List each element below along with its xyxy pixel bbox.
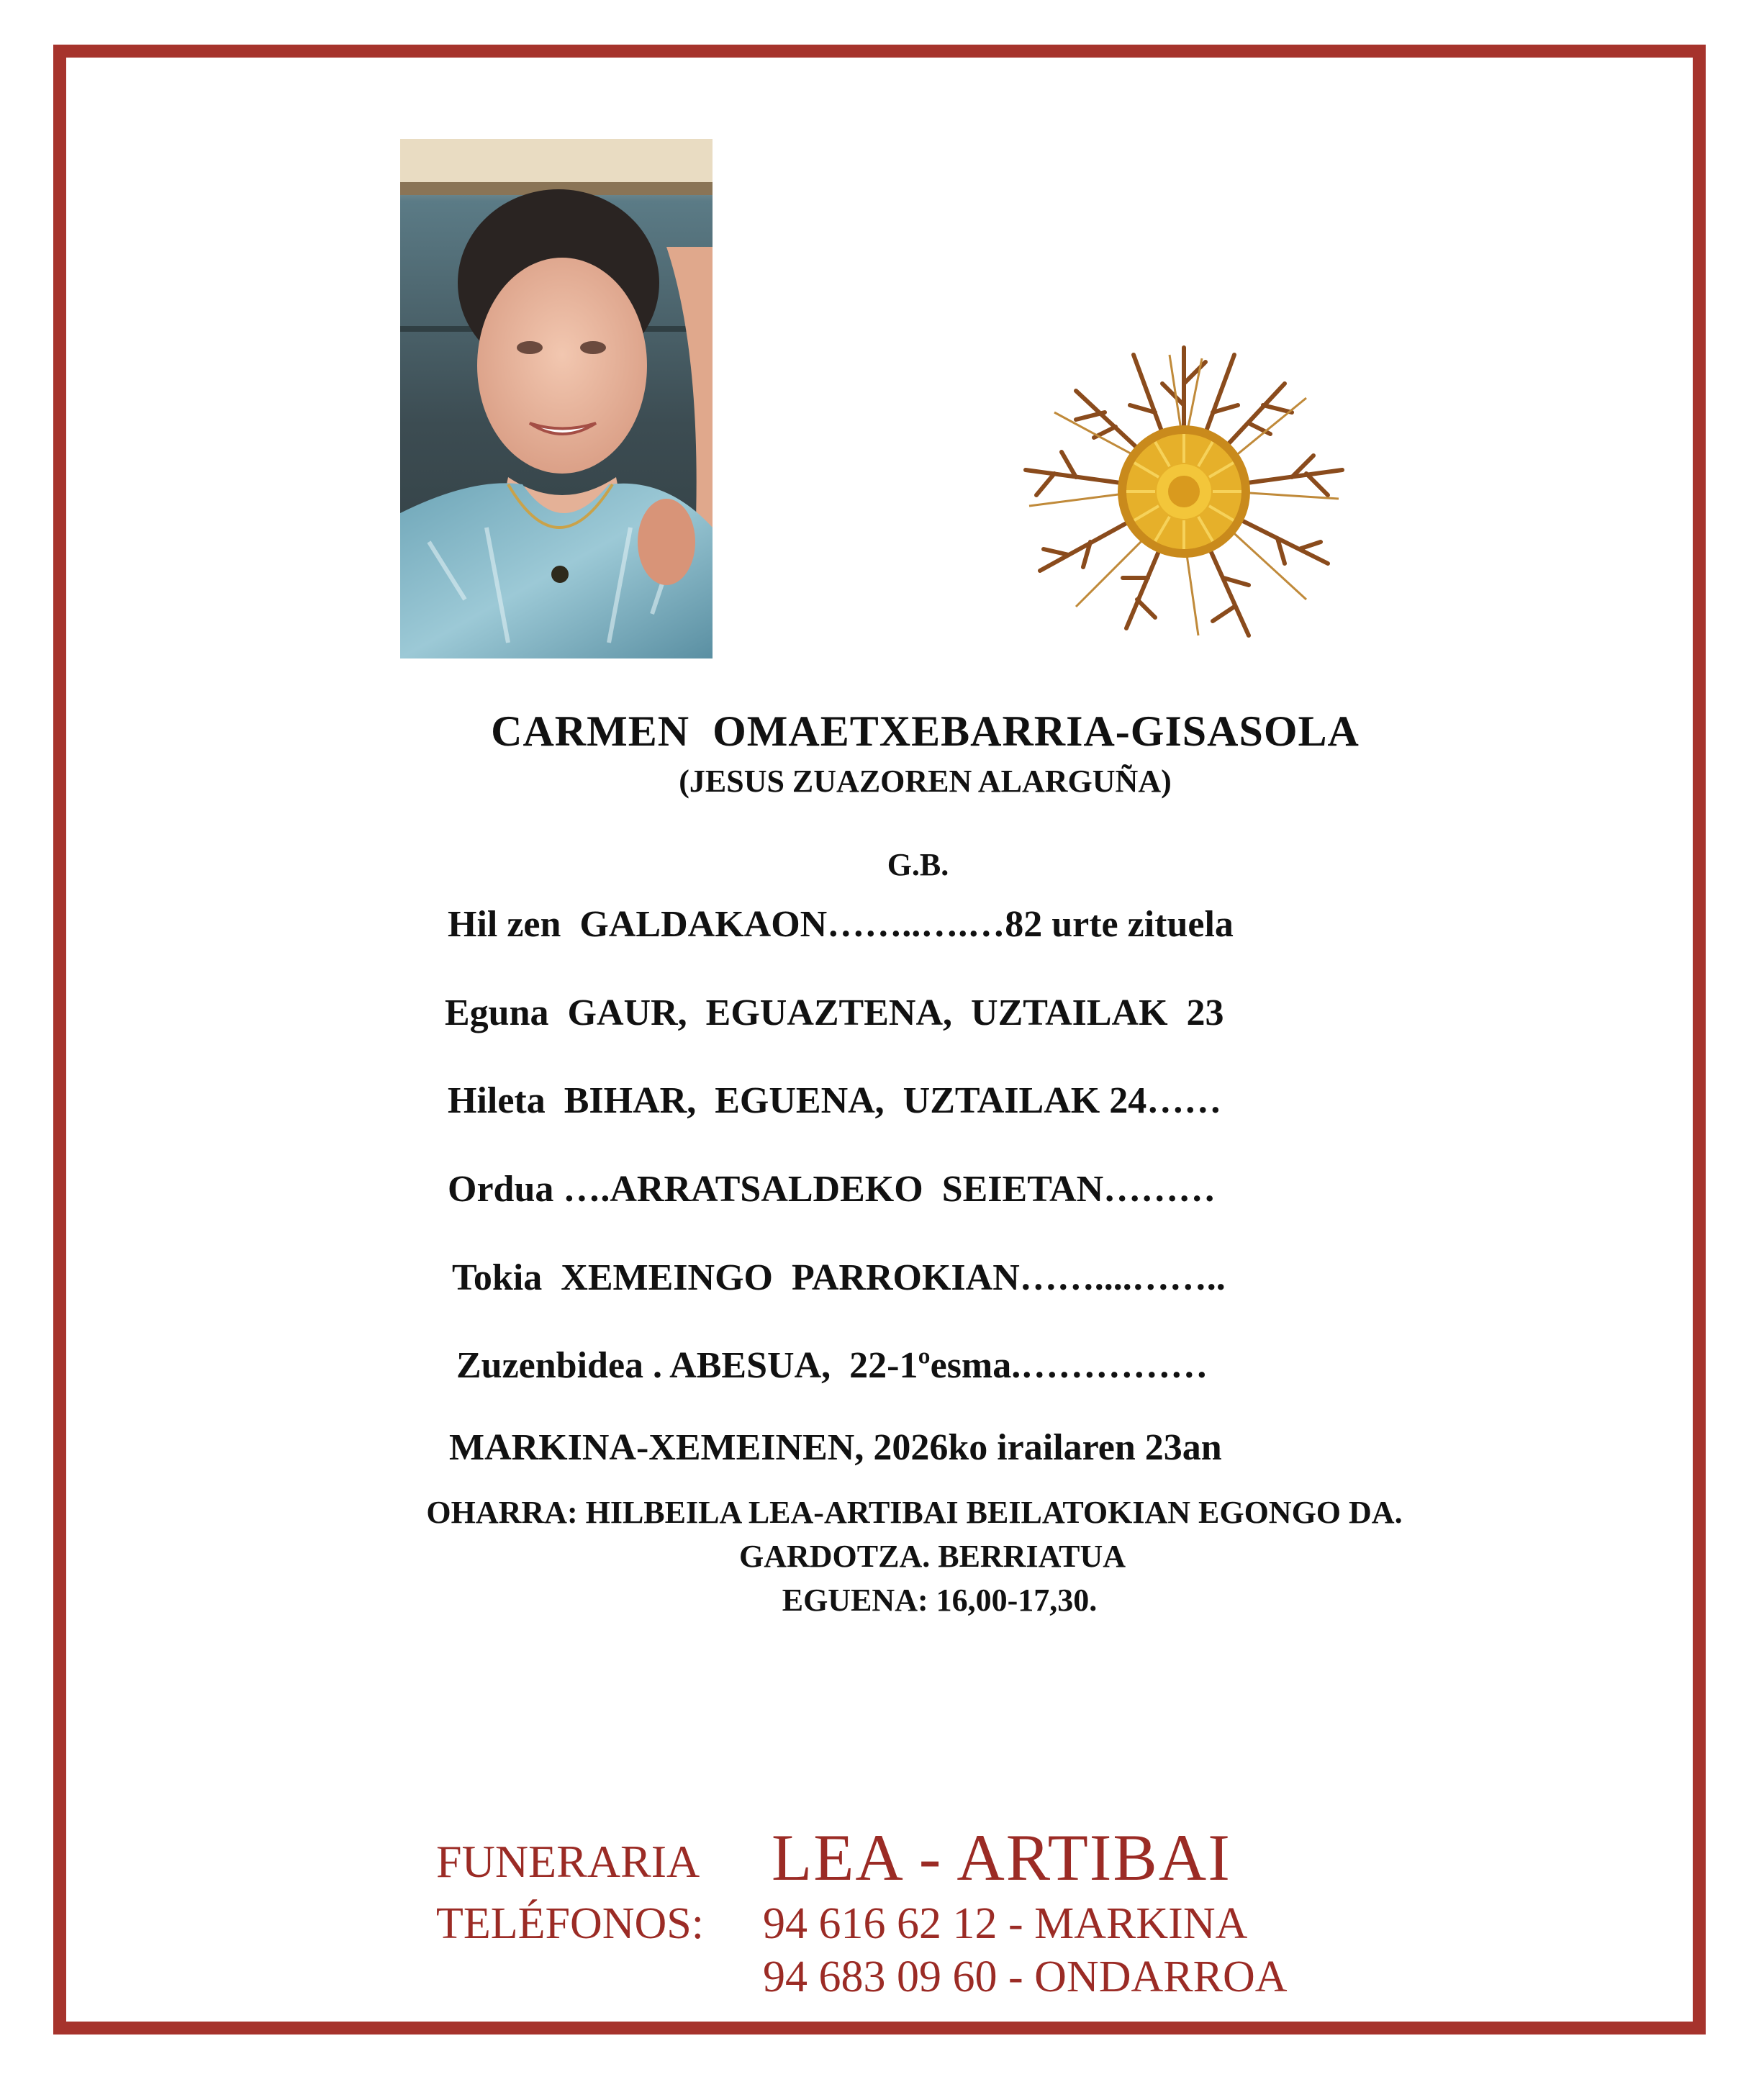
initials-gb: G.B. <box>887 847 949 882</box>
address-line: Zuzenbidea . ABESUA, 22-1ºesma.…………… <box>456 1345 1208 1386</box>
funeral-home-label: FUNERARIA <box>436 1836 700 1887</box>
thistle-flower-icon <box>1015 337 1353 646</box>
note-line-3: EGUENA: 16,00-17,30. <box>782 1583 1098 1618</box>
death-place-line: Hil zen GALDAKAON……..….…82 urte zituela <box>448 904 1234 945</box>
phone-markina: 94 616 62 12 - MARKINA <box>763 1899 1248 1948</box>
deceased-name: CARMEN OMAETXEBARRIA-GISASOLA <box>491 707 1360 755</box>
dateline: MARKINA-XEMEINEN, 2026ko irailaren 23an <box>449 1427 1222 1468</box>
phone-ondarroa: 94 683 09 60 - ONDARROA <box>763 1952 1288 2001</box>
time-line: Ordua ….ARRATSALDEKO SEIETAN……… <box>448 1169 1216 1210</box>
portrait-photo <box>400 139 713 658</box>
funeral-line: Hileta BIHAR, EGUENA, UZTAILAK 24…… <box>448 1080 1222 1121</box>
funeral-home-name: LEA - ARTIBAI <box>772 1821 1231 1894</box>
note-line-2: GARDOTZA. BERRIATUA <box>738 1539 1126 1574</box>
note-line-1: OHARRA: HILBEILA LEA-ARTIBAI BEILATOKIAN EGONGO DA. <box>426 1495 1403 1530</box>
place-line: Tokia XEMEINGO PARROKIAN……....…….. <box>452 1257 1226 1298</box>
day-line: Eguna GAUR, EGUAZTENA, UZTAILAK 23 <box>445 992 1224 1033</box>
page-border <box>53 45 1706 2035</box>
widow-of-subtitle: (JESUS ZUAZOREN ALARGUÑA) <box>679 764 1172 799</box>
phones-label: TELÉFONOS: <box>436 1899 704 1948</box>
